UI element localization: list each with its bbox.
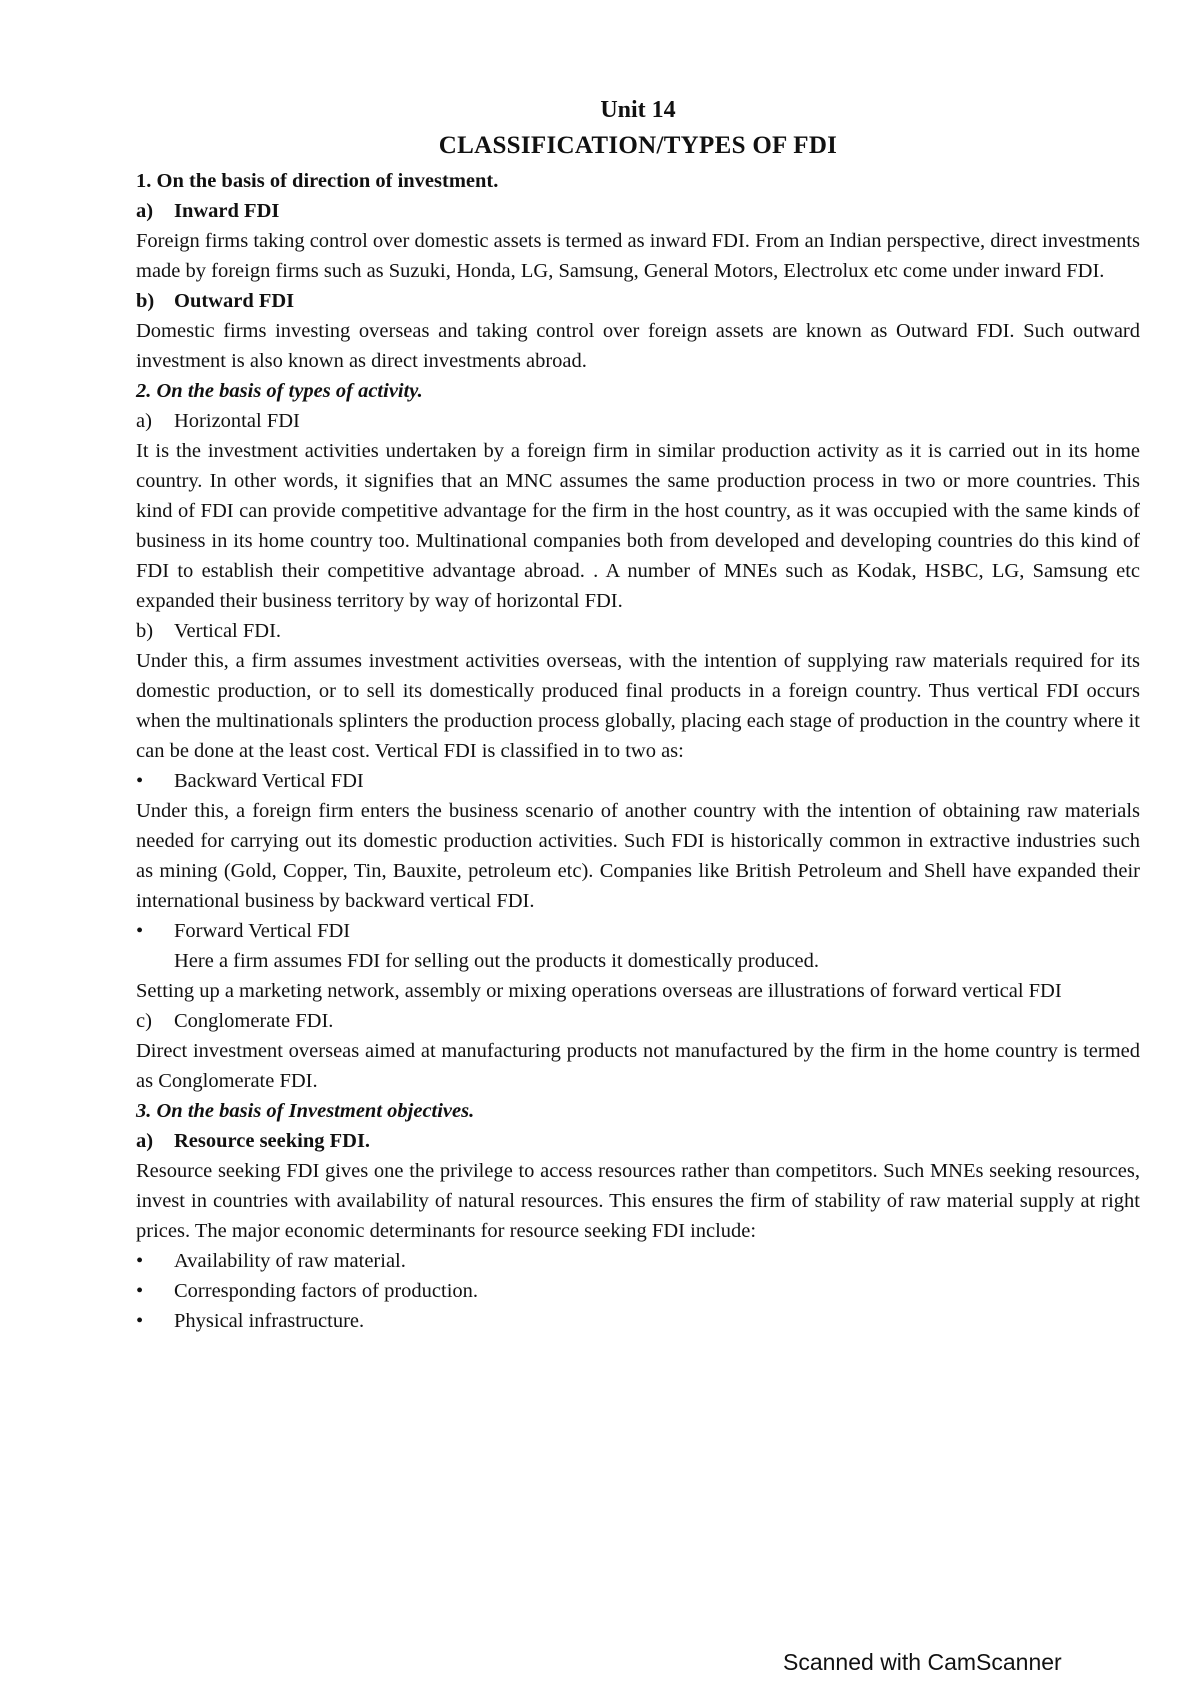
resource-seeking-text: Resource seeking FDI gives one the privilege to access resources rather than competitors. Such MNEs seeking resources, invest in countries with availability of natural resources. This ensures the firm of stability of raw material supply at right prices. The major economic determinants for resource seeking FDI include: <box>136 1160 1140 1242</box>
conglomerate-fdi-title: Conglomerate FDI. <box>174 1010 334 1032</box>
backward-vertical-text: Under this, a foreign firm enters the business scenario of another country with the intention of obtaining raw materials needed for carrying out its domestic production activities. Such FDI is historically common in extractive industries such as mining (Gold, Copper, Tin, Bauxite, petroleum etc). Companies like British Petroleum and Shell have expanded their international business by backward vertical FDI. <box>136 800 1140 912</box>
item-label: b) <box>136 290 155 312</box>
item-label: b) <box>136 620 154 642</box>
page-title: CLASSIFICATION/TYPES OF FDI <box>438 132 838 159</box>
forward-vertical-title: Forward Vertical FDI <box>174 920 351 942</box>
bullet-glyph: • <box>136 1280 144 1302</box>
conglomerate-fdi-text: Direct investment overseas aimed at manufacturing products not manufactured by the firm in the home country is termed as Conglomerate FDI. <box>136 1040 1140 1092</box>
vertical-fdi-heading <box>136 616 1140 646</box>
determinant-label: Corresponding factors of production. <box>174 1280 479 1302</box>
scanner-watermark: Scanned with CamScanner <box>783 1649 1062 1675</box>
bullet-glyph: • <box>136 1310 144 1332</box>
list-item <box>136 1306 1140 1336</box>
inward-fdi-heading <box>136 196 1140 226</box>
section-2-heading: 2. On the basis of types of activity. <box>136 380 423 402</box>
horizontal-fdi-heading <box>136 406 1140 436</box>
inward-fdi-text: Foreign firms taking control over domestic assets is termed as inward FDI. From an Indian perspective, direct investments made by foreign firms such as Suzuki, Honda, LG, Samsung, General Motors, Electrolux etc come under inward FDI. <box>136 230 1140 282</box>
outward-fdi-text: Domestic firms investing overseas and taking control over foreign assets are known as Outward FDI. Such outward investment is also known as direct investments abroad. <box>136 320 1140 372</box>
bullet-glyph: • <box>136 920 144 942</box>
forward-vertical-text-2: Setting up a marketing network, assembly or mixing operations overseas are illustrations of forward vertical FDI <box>136 980 1062 1002</box>
forward-vertical-text-1: Here a firm assumes FDI for selling out the products it domestically produced. <box>174 950 820 972</box>
forward-vertical-bullet <box>136 916 1140 946</box>
item-label: c) <box>136 1010 152 1032</box>
outward-fdi-heading <box>136 286 1140 316</box>
outward-fdi-title: Outward FDI <box>174 290 295 312</box>
horizontal-fdi-title: Horizontal FDI <box>174 410 300 432</box>
backward-vertical-bullet <box>136 766 1140 796</box>
unit-title: Unit 14 <box>600 97 676 123</box>
section-1-heading: 1. On the basis of direction of investment. <box>136 170 499 192</box>
item-label: a) <box>136 1130 154 1152</box>
vertical-fdi-title: Vertical FDI. <box>174 620 282 642</box>
conglomerate-fdi-heading <box>136 1006 1140 1036</box>
document-page <box>136 92 1140 1336</box>
resource-seeking-heading <box>136 1126 1140 1156</box>
determinant-label: Availability of raw material. <box>174 1250 406 1272</box>
resource-seeking-title: Resource seeking FDI. <box>174 1130 371 1152</box>
backward-vertical-title: Backward Vertical FDI <box>174 770 364 792</box>
list-item <box>136 1246 1140 1276</box>
determinant-label: Physical infrastructure. <box>174 1310 365 1332</box>
list-item <box>136 1276 1140 1306</box>
inward-fdi-title: Inward FDI <box>174 200 280 222</box>
bullet-glyph: • <box>136 770 144 792</box>
section-3-heading: 3. On the basis of Investment objectives. <box>136 1100 475 1122</box>
horizontal-fdi-text: It is the investment activities undertaken by a foreign firm in similar production activity as it is carried out in its home country. In other words, it signifies that an MNC assumes the same production process in two or more countries. This kind of FDI can provide competitive advantage for the firm in the host country, as it was occupied with the same kinds of business in its home country too. Multinational companies both from developed and developing countries do this kind of FDI to establish their competitive advantage abroad. . A number of MNEs such as Kodak, HSBC, LG, Samsung etc expanded their business territory by way of horizontal FDI. <box>136 440 1140 612</box>
item-label: a) <box>136 200 154 222</box>
item-label: a) <box>136 410 152 432</box>
title-block <box>136 92 1140 164</box>
bullet-glyph: • <box>136 1250 144 1272</box>
vertical-fdi-text: Under this, a firm assumes investment activities overseas, with the intention of supplying raw materials required for its domestic production, or to sell its domestically produced final products in a foreign country. Thus vertical FDI occurs when the multinationals splinters the production process globally, placing each stage of production in the country where it can be done at the least cost. Vertical FDI is classified in to two as: <box>136 650 1140 762</box>
